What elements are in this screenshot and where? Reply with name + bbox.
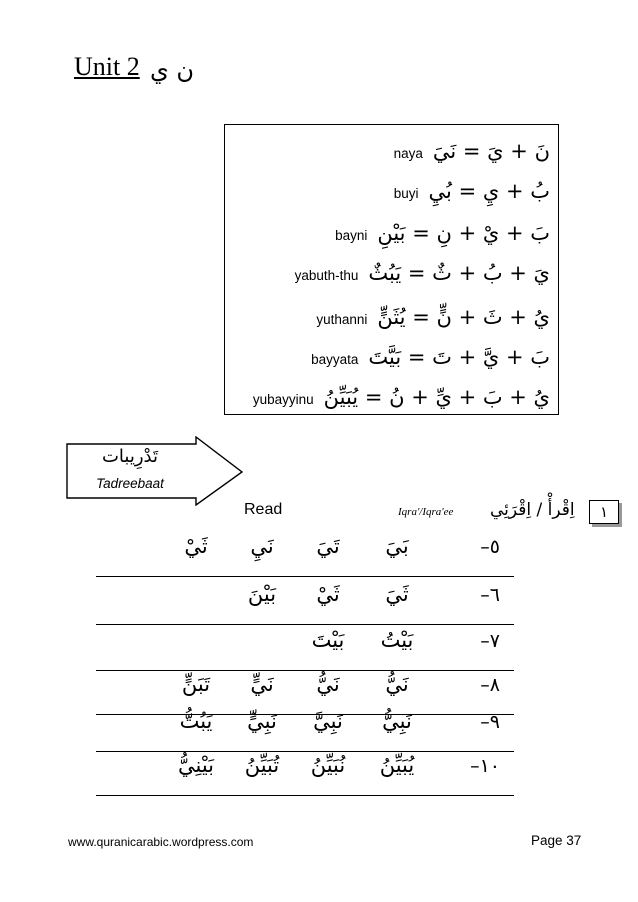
equation-row xyxy=(295,261,550,285)
equation-row xyxy=(394,179,550,203)
row-number: ١٠– xyxy=(470,755,500,777)
drill-row xyxy=(96,622,514,671)
drill-word: تَيَ xyxy=(316,534,340,558)
drill-word: نَبِيٍّ xyxy=(247,709,277,733)
drills-label-arabic: تَدْرِيبات xyxy=(101,446,159,467)
drill-word: نَيٍّ xyxy=(250,672,274,696)
row-number: ٦– xyxy=(480,584,500,606)
read-heading: Read xyxy=(244,501,283,518)
equation-arabic: يُ + ثَ + نٍّ = يُثَنٍّ xyxy=(377,305,550,329)
drills-label-english: Tadreebaat xyxy=(96,476,164,491)
equation-row xyxy=(335,221,550,245)
drill-word: بَيْنِيُّ xyxy=(177,753,215,777)
drill-row xyxy=(96,528,514,577)
drill-word: نَيُّ xyxy=(316,672,340,696)
equation-translit: yuthanni xyxy=(316,312,368,327)
equation-translit: buyi xyxy=(393,186,419,201)
equation-translit: yabuth-thu xyxy=(294,268,359,283)
drill-word: بَيْنَ xyxy=(247,582,277,606)
unit-letters: ن ي xyxy=(150,56,195,84)
drill-word: تُبَيِّنُ xyxy=(244,753,280,777)
equation-translit: bayni xyxy=(335,228,368,243)
drill-row xyxy=(96,747,514,796)
drill-word: ثَيَ xyxy=(385,582,409,606)
read-translit: Iqra'/Iqra'ee xyxy=(398,506,454,518)
equation-arabic: يُ + بَ + يِّ + نُ = يُبَيِّنُ xyxy=(323,385,550,409)
drill-word: بَيْتُ xyxy=(380,628,414,652)
drill-word: يَبُتُّ xyxy=(179,709,213,733)
row-number: ٩– xyxy=(480,711,500,733)
row-number: ٧– xyxy=(480,630,500,652)
unit-title: Unit 2 xyxy=(74,52,140,81)
page-number: Page 37 xyxy=(531,833,582,848)
drill-word: نَيِ xyxy=(250,534,274,558)
footer-url: www.quranicarabic.wordpress.com xyxy=(68,835,254,849)
equation-arabic: يَ + بُ + ثٌ = يَبُثٌ xyxy=(368,261,550,285)
equation-translit: yubayyinu xyxy=(252,392,314,407)
equation-row xyxy=(253,385,550,409)
exercise-number-box: ١ xyxy=(589,500,619,524)
drill-word: ثَيْ xyxy=(316,582,340,606)
read-heading-arabic: اِقْرأْ / اِقْرَئِي xyxy=(490,500,575,520)
drill-word: بَيَ xyxy=(385,534,409,558)
drill-word: ثَيْ xyxy=(184,534,208,558)
drill-row xyxy=(96,576,514,625)
drill-row xyxy=(96,703,514,752)
equation-translit: bayyata xyxy=(311,352,359,367)
drill-word: نَيُّ xyxy=(385,672,409,696)
drill-word: بَيْتَ xyxy=(311,628,345,652)
drill-word: يُبَيِّنُ xyxy=(379,753,415,777)
row-number: ٥– xyxy=(480,536,500,558)
drill-word: نُبَيِّنُ xyxy=(310,753,346,777)
equation-arabic: نَ + يَ = نَيَ xyxy=(432,139,550,163)
drill-word: نَبِيُّ xyxy=(382,709,412,733)
equations-box xyxy=(224,124,559,415)
equation-row xyxy=(311,345,550,369)
equation-row xyxy=(316,305,550,329)
equation-arabic: بَ + يَّ + تَ = بَيَّتَ xyxy=(368,345,550,369)
equation-translit: naya xyxy=(393,146,423,161)
equation-arabic: بُ + يِ = بُيِ xyxy=(428,179,550,203)
drill-word: تَبَنٍّ xyxy=(181,672,211,696)
equation-arabic: بَ + يْ + نِ = بَيْنِ xyxy=(377,221,550,245)
row-number: ٨– xyxy=(480,674,500,696)
drill-word: نَبِيَّ xyxy=(313,709,343,733)
equation-row xyxy=(394,139,550,163)
